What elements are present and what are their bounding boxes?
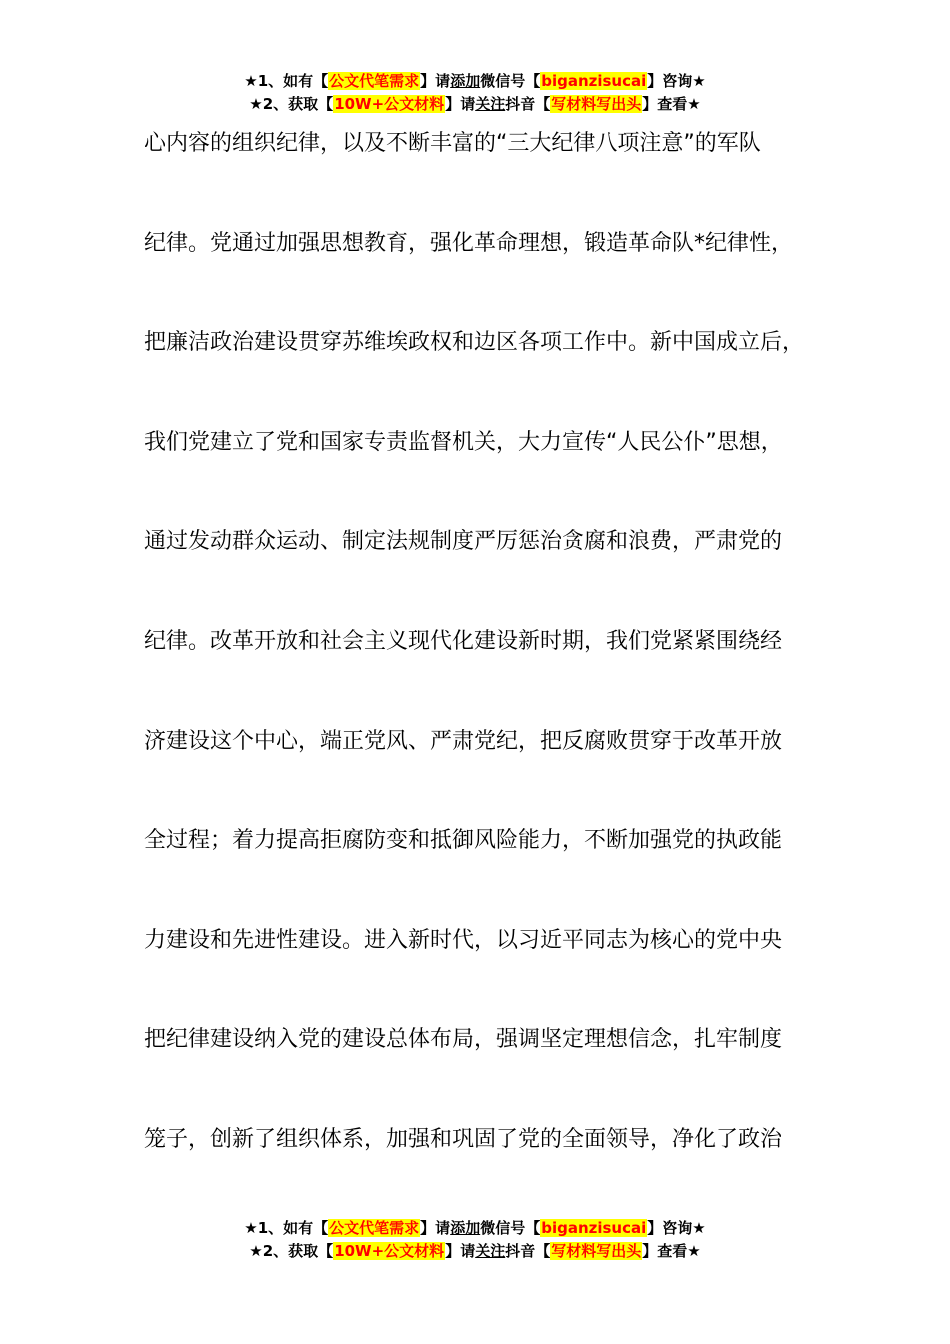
header-line2-mid1: 】请 — [445, 95, 476, 113]
header-line2-highlight-douyin-account: 写材料写出头 — [551, 95, 642, 113]
header-line1-mid1: 】请 — [420, 72, 451, 90]
footer-line2-suffix: 】查看★ — [642, 1242, 701, 1260]
body-line: 把廉洁政治建设贯穿苏维埃政权和边区各项工作中。新中国成立后， — [144, 330, 805, 356]
body-line: 全过程；着力提高拒腐防变和抵御风险能力，不断加强党的执政能 — [144, 828, 783, 854]
footer-line2-prefix: ★2、获取【 — [249, 1242, 334, 1260]
footer-line1-mid2: 微信号【 — [480, 1219, 541, 1237]
header-line2-mid2: 抖音【 — [505, 95, 551, 113]
header-line2-prefix: ★2、获取【 — [249, 95, 334, 113]
body-line: 纪律。改革开放和社会主义现代化建设新时期，我们党紧紧围绕经 — [144, 628, 783, 654]
footer-line2-mid1: 】请 — [445, 1242, 476, 1260]
header-line1-mid2: 微信号【 — [480, 72, 541, 90]
header-line1-prefix: ★1、如有【 — [244, 72, 329, 90]
body-line: 通过发动群众运动、制定法规制度严厉惩治贪腐和浪费，严肃党的 — [144, 529, 783, 555]
footer-banner-line-1 — [0, 1217, 950, 1240]
footer-line1-highlight-service: 公文代笔需求 — [329, 1219, 420, 1237]
footer-line1-suffix: 】咨询★ — [647, 1219, 706, 1237]
header-line1-underline: 添加 — [450, 72, 481, 90]
footer-line1-underline: 添加 — [450, 1219, 481, 1237]
body-line: 笼子，创新了组织体系，加强和巩固了党的全面领导，净化了政治 — [144, 1126, 783, 1152]
footer-line1-mid1: 】请 — [420, 1219, 451, 1237]
footer-line2-mid2: 抖音【 — [505, 1242, 551, 1260]
footer-line2-underline: 关注 — [475, 1242, 506, 1260]
footer-banner — [0, 1217, 950, 1263]
body-line: 济建设这个中心，端正党风、严肃党纪，把反腐败贯穿于改革开放 — [144, 728, 783, 754]
header-line1-highlight-wechat-id: biganzisucai — [541, 72, 647, 90]
body-line: 心内容的组织纪律，以及不断丰富的“三大纪律八项注意”的军队 — [144, 131, 761, 156]
body-line: 把纪律建设纳入党的建设总体布局，强调坚定理想信念，扎牢制度 — [144, 1027, 783, 1053]
footer-line1-highlight-wechat-id: biganzisucai — [541, 1219, 647, 1237]
header-line2-suffix: 】查看★ — [642, 95, 701, 113]
footer-line2-highlight-materials: 10W+公文材料 — [334, 1242, 445, 1260]
body-line: 力建设和先进性建设。进入新时代，以习近平同志为核心的党中央 — [144, 927, 783, 953]
footer-line2-highlight-douyin-account: 写材料写出头 — [551, 1242, 642, 1260]
header-line2-highlight-materials: 10W+公文材料 — [334, 95, 445, 113]
header-line1-highlight-service: 公文代笔需求 — [329, 72, 420, 90]
body-line: 纪律。党通过加强思想教育，强化革命理想，锻造革命队*纪律性， — [144, 230, 794, 256]
header-line2-underline: 关注 — [475, 95, 506, 113]
footer-banner-line-2 — [0, 1240, 950, 1263]
header-banner-line-2 — [0, 93, 950, 116]
footer-line1-prefix: ★1、如有【 — [244, 1219, 329, 1237]
body-line: 我们党建立了党和国家专责监督机关，大力宣传“人民公仆”思想， — [144, 429, 783, 455]
header-banner-line-1 — [0, 70, 950, 93]
header-line1-suffix: 】咨询★ — [647, 72, 706, 90]
header-banner — [0, 70, 950, 116]
document-body — [144, 122, 844, 1218]
